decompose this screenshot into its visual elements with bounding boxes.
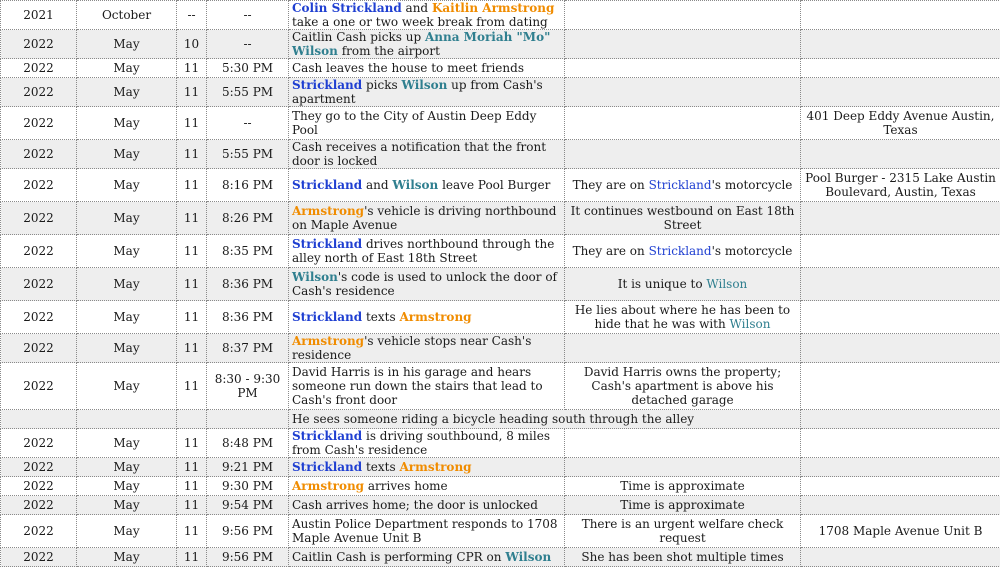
year-cell: 2022	[1, 235, 77, 268]
strickland-name: Strickland	[292, 237, 362, 251]
event-text: arrives home	[364, 479, 448, 493]
time-cell: 5:55 PM	[207, 140, 289, 169]
day-cell: 11	[177, 477, 207, 496]
time-cell: 8:37 PM	[207, 334, 289, 363]
event-cell	[289, 107, 565, 140]
time-cell: 5:55 PM	[207, 78, 289, 107]
event-text: Austin Police Department responds to 1708 Maple Avenue Unit B	[292, 517, 558, 545]
note-cell	[565, 140, 801, 169]
armstrong-name: Kaitlin Armstrong	[432, 1, 554, 15]
location-cell	[801, 1, 1000, 30]
year-cell: 2022	[1, 59, 77, 78]
month-cell: May	[77, 477, 177, 496]
day-cell: 11	[177, 515, 207, 548]
year-cell: 2022	[1, 477, 77, 496]
table-row	[1, 268, 1000, 301]
note-text: 's motorcycle	[712, 178, 793, 192]
day-cell: 10	[177, 30, 207, 59]
note-cell	[565, 235, 801, 268]
time-cell: 9:54 PM	[207, 496, 289, 515]
time-cell: --	[207, 30, 289, 59]
table-row	[1, 107, 1000, 140]
note-cell	[565, 202, 801, 235]
event-text: is driving southbound, 8 miles from Cash's residence	[292, 429, 550, 457]
year-cell: 2022	[1, 334, 77, 363]
table-row	[1, 235, 1000, 268]
event-cell	[289, 477, 565, 496]
day-cell: --	[177, 1, 207, 30]
event-cell	[289, 169, 565, 202]
location-cell	[801, 235, 1000, 268]
day-cell: 11	[177, 334, 207, 363]
year-cell: 2022	[1, 78, 77, 107]
strickland-name: Strickland	[292, 460, 362, 474]
note-cell	[565, 334, 801, 363]
day-cell: 11	[177, 140, 207, 169]
table-row	[1, 496, 1000, 515]
day-cell: 11	[177, 268, 207, 301]
event-text: 's code is used to unlock the door of Cash's residence	[292, 270, 557, 298]
day-cell	[177, 410, 207, 429]
armstrong-name: Armstrong	[399, 310, 471, 324]
year-cell: 2022	[1, 458, 77, 477]
strickland-name: Strickland	[292, 178, 362, 192]
event-text: He sees someone riding a bicycle heading south through the alley	[292, 412, 694, 426]
time-cell: 8:48 PM	[207, 429, 289, 458]
location-cell	[801, 78, 1000, 107]
event-cell	[289, 301, 565, 334]
month-cell: May	[77, 548, 177, 567]
note-cell	[565, 169, 801, 202]
strickland-name: Strickland	[649, 244, 712, 258]
wilson-name: Wilson	[401, 78, 447, 92]
year-cell: 2022	[1, 548, 77, 567]
month-cell: May	[77, 78, 177, 107]
year-cell: 2022	[1, 30, 77, 59]
location-cell	[801, 458, 1000, 477]
note-text: David Harris owns the property; Cash's apartment is above his detached garage	[584, 365, 781, 407]
note-cell	[565, 458, 801, 477]
location-text: 1708 Maple Avenue Unit B	[819, 524, 983, 538]
table-row	[1, 169, 1000, 202]
year-cell: 2022	[1, 107, 77, 140]
table-row	[1, 548, 1000, 567]
wilson-name: Anna Moriah "Mo" Wilson	[292, 30, 550, 58]
note-cell	[565, 1, 801, 30]
year-cell: 2022	[1, 202, 77, 235]
note-cell	[565, 107, 801, 140]
table-row	[1, 140, 1000, 169]
table-row	[1, 363, 1000, 410]
table-row	[1, 78, 1000, 107]
month-cell: May	[77, 169, 177, 202]
day-cell: 11	[177, 202, 207, 235]
day-cell: 11	[177, 548, 207, 567]
event-cell	[289, 268, 565, 301]
event-cell	[289, 458, 565, 477]
note-cell	[565, 515, 801, 548]
day-cell: 11	[177, 429, 207, 458]
table-row	[1, 1, 1000, 30]
year-cell: 2022	[1, 140, 77, 169]
note-cell	[565, 30, 801, 59]
event-text: and	[402, 1, 432, 15]
location-cell	[801, 268, 1000, 301]
note-text: It is unique to	[618, 277, 707, 291]
event-cell	[289, 334, 565, 363]
event-text: 's vehicle is driving northbound on Maple Avenue	[292, 204, 556, 232]
year-cell: 2022	[1, 169, 77, 202]
day-cell: 11	[177, 78, 207, 107]
month-cell: May	[77, 30, 177, 59]
event-text: Caitlin Cash is performing CPR on	[292, 550, 505, 564]
location-cell	[801, 202, 1000, 235]
month-cell: October	[77, 1, 177, 30]
time-cell	[207, 410, 289, 429]
wilson-name: Wilson	[392, 178, 438, 192]
time-cell: --	[207, 1, 289, 30]
location-cell	[801, 107, 1000, 140]
time-cell: 9:21 PM	[207, 458, 289, 477]
time-cell: 8:30 - 9:30 PM	[207, 363, 289, 410]
wilson-name: Wilson	[292, 270, 338, 284]
note-text: Time is approximate	[620, 479, 745, 493]
table-row	[1, 410, 1000, 429]
time-cell: 5:30 PM	[207, 59, 289, 78]
note-cell	[565, 477, 801, 496]
year-cell: 2022	[1, 363, 77, 410]
event-cell	[289, 515, 565, 548]
month-cell: May	[77, 301, 177, 334]
table-row	[1, 59, 1000, 78]
year-cell: 2022	[1, 301, 77, 334]
strickland-name: Strickland	[649, 178, 712, 192]
event-cell	[289, 548, 565, 567]
month-cell: May	[77, 515, 177, 548]
day-cell: 11	[177, 169, 207, 202]
armstrong-name: Armstrong	[399, 460, 471, 474]
table-row	[1, 334, 1000, 363]
note-text: Time is approximate	[620, 498, 745, 512]
location-text: 401 Deep Eddy Avenue Austin, Texas	[807, 109, 995, 137]
armstrong-name: Armstrong	[292, 479, 364, 493]
time-cell: 9:56 PM	[207, 548, 289, 567]
time-cell: 8:36 PM	[207, 268, 289, 301]
month-cell: May	[77, 334, 177, 363]
event-cell	[289, 78, 565, 107]
note-cell	[565, 496, 801, 515]
location-cell	[801, 363, 1000, 410]
event-text: and	[362, 178, 392, 192]
strickland-name: Strickland	[292, 310, 362, 324]
time-cell: --	[207, 107, 289, 140]
event-cell	[289, 235, 565, 268]
event-cell	[289, 429, 565, 458]
event-text: Cash receives a notification that the front door is locked	[292, 140, 546, 168]
table-row	[1, 30, 1000, 59]
note-text: She has been shot multiple times	[581, 550, 783, 564]
note-cell	[565, 78, 801, 107]
time-cell: 9:56 PM	[207, 515, 289, 548]
event-text: Caitlin Cash picks up	[292, 30, 425, 44]
month-cell: May	[77, 202, 177, 235]
year-cell: 2022	[1, 268, 77, 301]
event-cell	[289, 59, 565, 78]
month-cell: May	[77, 429, 177, 458]
year-cell	[1, 410, 77, 429]
event-text: 's vehicle stops near Cash's residence	[292, 334, 531, 362]
table-row	[1, 301, 1000, 334]
note-text: There is an urgent welfare check request	[582, 517, 784, 545]
wilson-name: Wilson	[706, 277, 747, 291]
day-cell: 11	[177, 363, 207, 410]
time-cell: 8:36 PM	[207, 301, 289, 334]
day-cell: 11	[177, 235, 207, 268]
location-cell	[801, 301, 1000, 334]
time-cell: 8:35 PM	[207, 235, 289, 268]
armstrong-name: Armstrong	[292, 204, 364, 218]
event-text: texts	[362, 460, 399, 474]
month-cell: May	[77, 268, 177, 301]
year-cell: 2022	[1, 429, 77, 458]
event-text: Cash leaves the house to meet friends	[292, 61, 524, 75]
wilson-name: Wilson	[505, 550, 551, 564]
wilson-name: Wilson	[730, 317, 771, 331]
location-cell	[801, 429, 1000, 458]
note-text: He lies about where he has been to hide that he was with	[575, 303, 790, 331]
day-cell: 11	[177, 59, 207, 78]
table-row	[1, 515, 1000, 548]
event-text: take a one or two week break from dating	[292, 15, 548, 29]
event-text: texts	[362, 310, 399, 324]
time-cell: 9:30 PM	[207, 477, 289, 496]
event-cell	[289, 363, 565, 410]
event-text: leave Pool Burger	[438, 178, 550, 192]
armstrong-name: Armstrong	[292, 334, 364, 348]
location-cell	[801, 515, 1000, 548]
note-text: 's motorcycle	[712, 244, 793, 258]
year-cell: 2022	[1, 496, 77, 515]
month-cell: May	[77, 235, 177, 268]
month-cell: May	[77, 496, 177, 515]
note-cell	[565, 548, 801, 567]
event-text: They go to the City of Austin Deep Eddy Pool	[292, 109, 536, 137]
location-cell	[801, 410, 1000, 429]
note-cell	[565, 301, 801, 334]
day-cell: 11	[177, 301, 207, 334]
event-text: drives northbound through the alley north of East 18th Street	[292, 237, 554, 265]
time-cell: 8:26 PM	[207, 202, 289, 235]
event-cell	[289, 410, 801, 429]
event-text: Cash arrives home; the door is unlocked	[292, 498, 538, 512]
month-cell: May	[77, 458, 177, 477]
year-cell: 2022	[1, 515, 77, 548]
location-cell	[801, 334, 1000, 363]
strickland-name: Strickland	[292, 429, 362, 443]
event-cell	[289, 30, 565, 59]
table-row	[1, 202, 1000, 235]
strickland-name: Colin Strickland	[292, 1, 402, 15]
location-cell	[801, 169, 1000, 202]
month-cell: May	[77, 363, 177, 410]
event-cell	[289, 140, 565, 169]
table-row	[1, 477, 1000, 496]
location-cell	[801, 30, 1000, 59]
event-text: up from Cash's apartment	[292, 78, 543, 106]
table-row	[1, 458, 1000, 477]
location-cell	[801, 59, 1000, 78]
strickland-name: Strickland	[292, 78, 362, 92]
year-cell: 2021	[1, 1, 77, 30]
note-cell	[565, 268, 801, 301]
event-text: David Harris is in his garage and hears someone run down the stairs that lead to Cash's front door	[292, 365, 543, 407]
location-cell	[801, 496, 1000, 515]
event-cell	[289, 1, 565, 30]
month-cell	[77, 410, 177, 429]
day-cell: 11	[177, 496, 207, 515]
note-cell	[565, 59, 801, 78]
table-row	[1, 429, 1000, 458]
note-text: They are on	[573, 244, 649, 258]
event-text: from the airport	[338, 44, 440, 58]
note-text: They are on	[573, 178, 649, 192]
day-cell: 11	[177, 107, 207, 140]
month-cell: May	[77, 107, 177, 140]
event-text: picks	[362, 78, 401, 92]
location-cell	[801, 477, 1000, 496]
note-cell	[565, 429, 801, 458]
event-cell	[289, 496, 565, 515]
time-cell: 8:16 PM	[207, 169, 289, 202]
day-cell: 11	[177, 458, 207, 477]
month-cell: May	[77, 140, 177, 169]
location-cell	[801, 548, 1000, 567]
location-cell	[801, 140, 1000, 169]
event-cell	[289, 202, 565, 235]
month-cell: May	[77, 59, 177, 78]
location-text: Pool Burger - 2315 Lake Austin Boulevard, Austin, Texas	[805, 171, 996, 199]
note-cell	[565, 363, 801, 410]
note-text: It continues westbound on East 18th Street	[571, 204, 795, 232]
